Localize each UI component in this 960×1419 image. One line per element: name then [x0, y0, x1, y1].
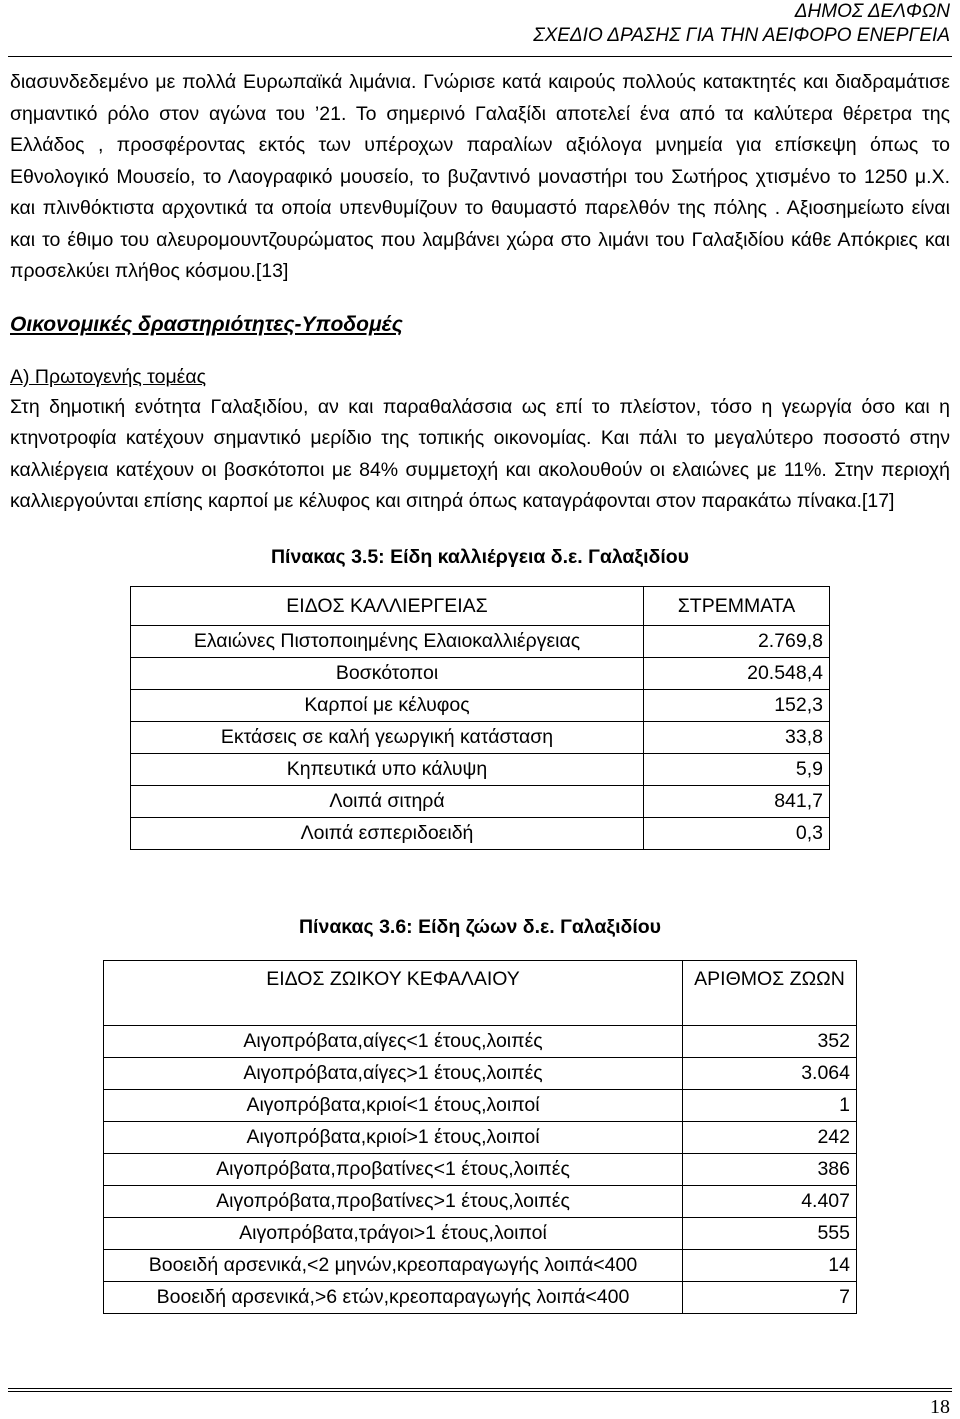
table-row [104, 1089, 857, 1121]
table-row [131, 721, 830, 753]
table-row [104, 1281, 857, 1313]
row-label: Αιγοπρόβατα,κριοί<1 έτους,λοιποί [104, 1089, 683, 1121]
row-label: Εκτάσεις σε καλή γεωργική κατάσταση [131, 721, 644, 753]
section-title: Οικονομικές δραστηριότητες-Υποδομές [10, 312, 403, 336]
table2-caption: Πίνακας 3.6: Είδη ζώων δ.ε. Γαλαξιδίου [298, 915, 662, 938]
row-label: Βοοειδή αρσενικά,<2 μηνών,κρεοπαραγωγής λοιπά<400 [104, 1249, 683, 1281]
header-municipality: ΔΗΜΟΣ ΔΕΛΦΩΝ [794, 1, 950, 22]
livestock-table [103, 960, 857, 1314]
table-row [131, 753, 830, 785]
row-label: Αιγοπρόβατα,τράγοι>1 έτους,λοιποί [104, 1217, 683, 1249]
header-rule [8, 56, 952, 57]
row-label: Αιγοπρόβατα,κριοί>1 έτους,λοιποί [104, 1121, 683, 1153]
footer-rule [8, 1388, 952, 1392]
column-header-livestock-type: ΕΙΔΟΣ ΖΩΙΚΟΥ ΚΕΦΑΛΑΙΟΥ [104, 960, 683, 1025]
row-value: 33,8 [644, 721, 830, 753]
row-label: Αιγοπρόβατα,προβατίνες<1 έτους,λοιπές [104, 1153, 683, 1185]
row-value: 2.769,8 [644, 625, 830, 657]
table-row [104, 1025, 857, 1057]
table-row [131, 625, 830, 657]
column-header-stremmata: ΣΤΡΕΜΜΑΤΑ [644, 586, 830, 625]
row-value: 3.064 [683, 1057, 857, 1089]
row-label: Βοσκότοποι [131, 657, 644, 689]
table-row [104, 1249, 857, 1281]
row-value: 7 [683, 1281, 857, 1313]
table-row [131, 785, 830, 817]
row-label: Καρποί με κέλυφος [131, 689, 644, 721]
table-header-row [131, 586, 830, 625]
table-row [104, 1185, 857, 1217]
row-value: 242 [683, 1121, 857, 1153]
table-row [104, 1057, 857, 1089]
table-header-row [104, 960, 857, 1025]
row-value: 841,7 [644, 785, 830, 817]
row-label: Αιγοπρόβατα,αίγες<1 έτους,λοιπές [104, 1025, 683, 1057]
table-row [104, 1217, 857, 1249]
row-value: 1 [683, 1089, 857, 1121]
subsection-title: Α) Πρωτογενής τομέας [10, 365, 207, 388]
sector-paragraph: Στη δημοτική ενότητα Γαλαξιδίου, αν και παραθαλάσσια ως επί το πλείστον, τόσο η γεωργία όσο και η κτηνοτροφία κατέχουν σημαντικό μερίδιο της τοπικής οικονομίας. Και πάλι το μεγαλύτερο ποσοστό στην καλλιέργεια κατέχουν οι βοσκότοποι με 84% συμμετοχή και ακολουθούν οι ελαιώνες με 11%. Στην περιοχή καλλιεργούνται επίσης καρποί με κέλυφος και σιτηρά όπως καταγράφονται στον παρακάτω πίνακα.[17] [10, 395, 950, 512]
row-value: 20.548,4 [644, 657, 830, 689]
table-row [131, 689, 830, 721]
row-value: 386 [683, 1153, 857, 1185]
row-value: 0,3 [644, 817, 830, 849]
page-header [533, 0, 950, 48]
page-content [10, 67, 950, 1314]
row-label: Βοοειδή αρσενικά,>6 ετών,κρεοπαραγωγής λοιπά<400 [104, 1281, 683, 1313]
row-label: Κηπευτικά υπο κάλυψη [131, 753, 644, 785]
table-row [104, 1121, 857, 1153]
row-value: 4.407 [683, 1185, 857, 1217]
column-header-crop-type: ΕΙΔΟΣ ΚΑΛΛΙΕΡΓΕΙΑΣ [131, 586, 644, 625]
table1-caption: Πίνακας 3.5: Είδη καλλιέργεια δ.ε. Γαλαξιδίου [270, 545, 690, 568]
intro-paragraph: διασυνδεδεμένο με πολλά Ευρωπαϊκά λιμάνια. Γνώρισε κατά καιρούς πολλούς κατακτητές και διαδραμάτισε σημαντικό ρόλο στον αγώνα του ’21. Το σημερινό Γαλαξίδι αποτελεί ένα από τα καλύτερα θέρετρα της Ελλάδος , προσφέροντας εκτός των υπέροχων παραλίων αξιόλογα μνημεία για επίσκεψη όπως το Εθνολογικό Μουσείο, το Λαογραφικό μουσείο, το βυζαντινό μοναστήρι του Σωτήρος χτισμένο το 1250 μ.Χ. και πλινθόκτιστα αρχοντικά τα οποία υπενθυμίζουν το θαυμαστό παρελθόν της πόλης . Αξιοσημείωτο είναι και το έθιμο του αλευρομουντζουρώματος που λαμβάνει χώρα στο λιμάνι του Γαλαξιδίου κάθε Απόκριες και προσελκύει πλήθος κόσμου.[13] [10, 71, 950, 282]
row-value: 14 [683, 1249, 857, 1281]
row-label: Ελαιώνες Πιστοποιημένης Ελαιοκαλλιέργειας [131, 625, 644, 657]
table-row [131, 817, 830, 849]
column-header-animal-count: ΑΡΙΘΜΟΣ ΖΩΩΝ [683, 960, 857, 1025]
header-document-title: ΣΧΕΔΙΟ ΔΡΑΣΗΣ ΓΙΑ ΤΗΝ ΑΕΙΦΟΡΟ ΕΝΕΡΓΕΙΑ [533, 25, 950, 46]
page-number: 18 [930, 1396, 950, 1418]
row-label: Λοιπά εσπεριδοειδή [131, 817, 644, 849]
row-value: 555 [683, 1217, 857, 1249]
row-label: Αιγοπρόβατα,προβατίνες>1 έτους,λοιπές [104, 1185, 683, 1217]
row-value: 5,9 [644, 753, 830, 785]
row-label: Αιγοπρόβατα,αίγες>1 έτους,λοιπές [104, 1057, 683, 1089]
row-value: 352 [683, 1025, 857, 1057]
table-row [104, 1153, 857, 1185]
crops-table [130, 586, 830, 850]
row-value: 152,3 [644, 689, 830, 721]
table-row [131, 657, 830, 689]
row-label: Λοιπά σιτηρά [131, 785, 644, 817]
